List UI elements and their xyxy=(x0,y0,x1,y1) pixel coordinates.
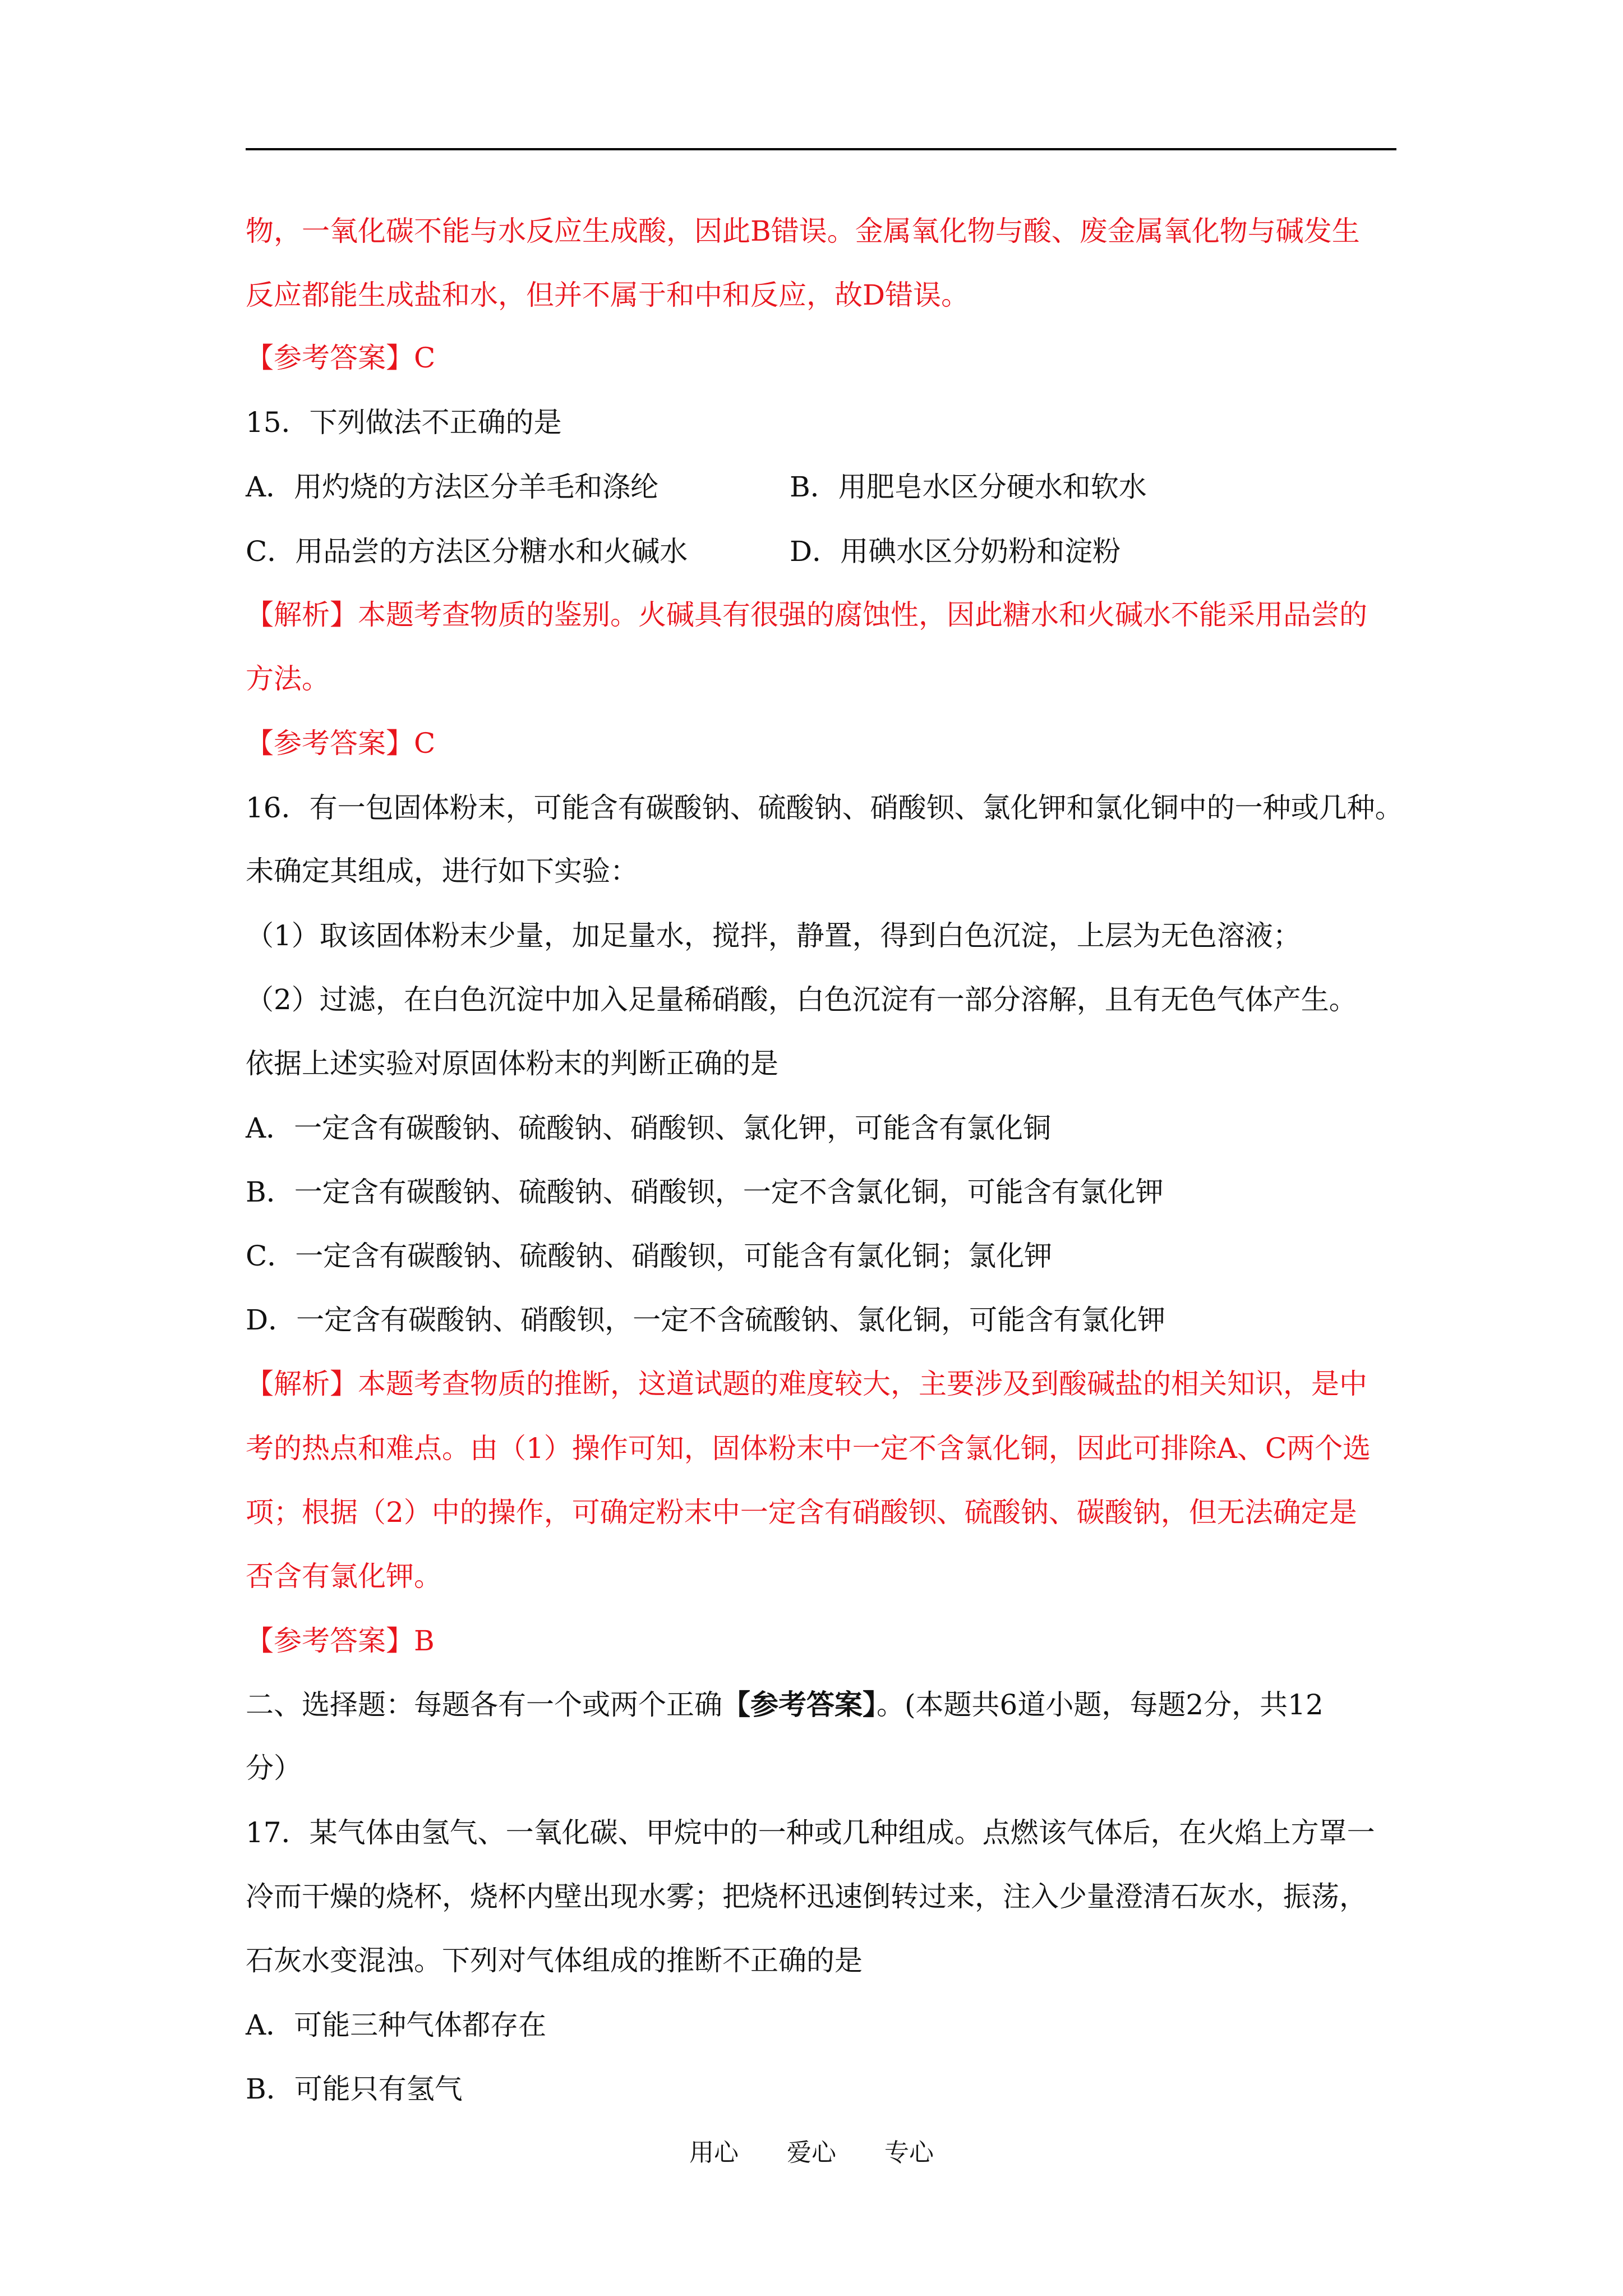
section-heading-line: 分） xyxy=(246,1752,302,1784)
question-15: 15．下列做法不正确的是 xyxy=(246,406,562,439)
option-d: D．用碘水区分奶粉和淀粉 xyxy=(790,535,1121,568)
footer-word: 用心 xyxy=(689,2138,739,2167)
explanation-line: 物，一氧化碳不能与水反应生成酸，因此B错误。金属氧化物与酸、废金属氧化物与碱发生 xyxy=(246,215,1360,247)
explanation-line: 项；根据（2）中的操作，可确定粉末中一定含有硝酸钡、硫酸钠、碳酸钠，但无法确定是 xyxy=(246,1496,1357,1529)
answer-line: 【参考答案】B xyxy=(246,1625,435,1657)
option-c: C．一定含有碳酸钠、硫酸钠、硝酸钡，可能含有氯化铜；氯化钾 xyxy=(246,1240,1053,1272)
explanation-line: 否含有氯化钾。 xyxy=(246,1560,442,1593)
option-b: B．用肥皂水区分硬水和软水 xyxy=(790,471,1147,503)
question-16-line: 未确定其组成，进行如下实验： xyxy=(246,855,638,887)
option-a: A．用灼烧的方法区分羊毛和涤纶 xyxy=(246,471,659,503)
option-b: B．可能只有氢气 xyxy=(246,2073,463,2105)
question-17-line: 石灰水变混浊。下列对气体组成的推断不正确的是 xyxy=(246,1944,863,1977)
footer-word: 爱心 xyxy=(787,2138,836,2167)
answer-line: 【参考答案】C xyxy=(246,342,436,374)
explanation-line: 【解析】本题考查物质的鉴别。火碱具有很强的腐蚀性，因此糖水和火碱水不能采用品尝的 xyxy=(246,599,1367,631)
option-d: D．一定含有碳酸钠、硝酸钡，一定不含硫酸钠、氯化铜，可能含有氯化钾 xyxy=(246,1304,1166,1336)
page-footer xyxy=(0,2137,1623,2169)
header-rule xyxy=(246,148,1396,150)
question-17: 17．某气体由氢气、一氧化碳、甲烷中的一种或几种组成。点燃该气体后，在火焰上方罩一 xyxy=(246,1816,1375,1849)
option-a: A．一定含有碳酸钠、硫酸钠、硝酸钡、氯化钾，可能含有氯化铜 xyxy=(246,1112,1052,1144)
answer-line: 【参考答案】C xyxy=(246,727,436,760)
section-heading-text: 。(本题共6道小题，每题2分，共12 xyxy=(877,1688,1324,1721)
question-17-line: 冷而干燥的烧杯，烧杯内壁出现水雾；把烧杯迅速倒转过来，注入少量澄清石灰水，振荡， xyxy=(246,1880,1367,1913)
question-16-line: 依据上述实验对原固体粉末的判断正确的是 xyxy=(246,1047,778,1080)
explanation-line: 方法。 xyxy=(246,662,330,695)
footer-word: 专心 xyxy=(884,2138,934,2167)
option-b: B．一定含有碳酸钠、硫酸钠、硝酸钡，一定不含氯化铜，可能含有氯化钾 xyxy=(246,1176,1164,1208)
explanation-line: 考的热点和难点。由（1）操作可知，固体粉末中一定不含氯化铜，因此可排除A、C两个选 xyxy=(246,1432,1371,1465)
option-c: C．用品尝的方法区分糖水和火碱水 xyxy=(246,535,688,568)
section-heading-text: 二、选择题：每题各有一个或两个正确 xyxy=(246,1688,722,1721)
explanation-line: 【解析】本题考查物质的推断，这道试题的难度较大，主要涉及到酸碱盐的相关知识，是中 xyxy=(246,1368,1367,1400)
question-16-line: （1）取该固体粉末少量，加足量水，搅拌，静置，得到白色沉淀，上层为无色溶液； xyxy=(246,919,1301,952)
question-16-line: （2）过滤，在白色沉淀中加入足量稀硝酸，白色沉淀有一部分溶解，且有无色气体产生。 xyxy=(246,983,1357,1016)
section-heading xyxy=(246,1688,1324,1722)
section-heading-answer-label: 【参考答案】 xyxy=(722,1688,877,1721)
question-16: 16．有一包固体粉末，可能含有碳酸钠、硫酸钠、硝酸钡、氯化钾和氯化铜中的一种或几种。 xyxy=(246,792,1403,824)
explanation-line: 反应都能生成盐和水，但并不属于和中和反应，故D错误。 xyxy=(246,279,970,311)
option-a: A．可能三种气体都存在 xyxy=(246,2009,547,2041)
